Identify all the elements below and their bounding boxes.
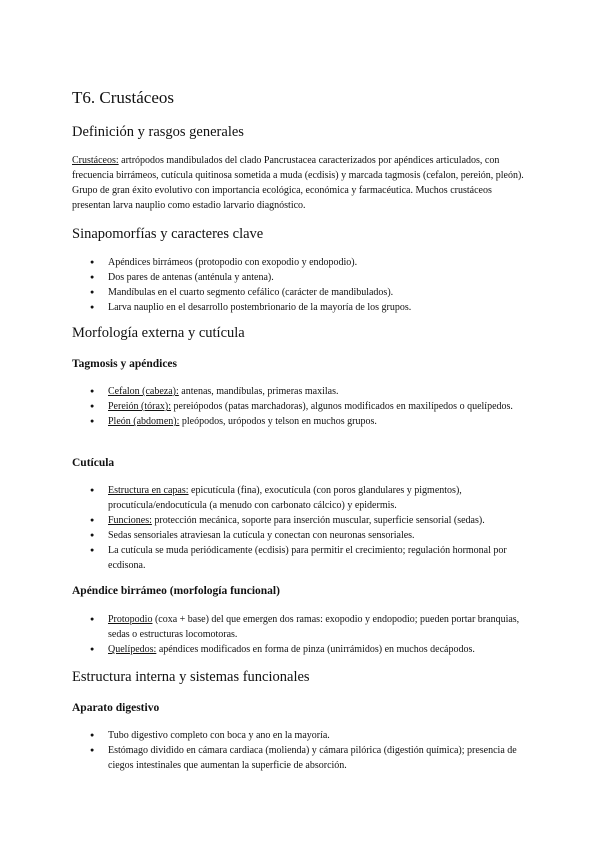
heading-sinapomorfias: Sinapomorfías y caracteres clave (72, 226, 264, 242)
list-item: ● Larva nauplio en el desarrollo postembrionario de la mayoría de los grupos. (90, 300, 530, 315)
list-birrameo (90, 612, 530, 657)
definicion-text: artrópodos mandibulados del clado Pancrustacea caracterizados por apéndices articulados, con frecuencia birrámeos, cutícula quitinosa sometida a muda (ecdisis) y marcada tagmosis (cefalon, pereión, pleón). Grupo de gran éxito evolutivo con importancia ecológica, económica y farmacéutica. Muchos crustáceos presentan larva nauplio como estadio larvario diagnóstico. (72, 155, 524, 211)
list-item: ● Pleón (abdomen): pleópodos, urópodos y telson en muchos grupos. (90, 414, 530, 429)
list-sinapomorfias (90, 255, 530, 315)
heading-cuticula: Cutícula (72, 457, 115, 469)
list-item: ● Mandíbulas en el cuarto segmento cefálico (carácter de mandibulados). (90, 285, 530, 300)
page-title: T6. Crustáceos (72, 88, 174, 107)
list-item: ● Dos pares de antenas (anténula y antena). (90, 270, 530, 285)
list-item: ● Apéndices birrámeos (protopodio con exopodio y endopodio). (90, 255, 530, 270)
list-item: ● La cutícula se muda periódicamente (ecdisis) para permitir el crecimiento; regulación hormonal por ecdisona. (90, 543, 530, 573)
list-cuticula (90, 483, 530, 573)
list-item: ● Tubo digestivo completo con boca y ano en la mayoría. (90, 728, 530, 743)
list-item: ● Estructura en capas: epicutícula (fina), exocutícula (con poros glandulares y pigmentos), procutícula/endocutícula (a menudo con carbonato cálcico) y epidermis. (90, 483, 530, 513)
list-item: ● Pereión (tórax): pereiópodos (patas marchadoras), algunos modificados en maxilípedos o quelípedos. (90, 399, 530, 414)
term-crustaceos: Crustáceos: (72, 155, 119, 166)
list-item: ● Estómago dividido en cámara cardiaca (molienda) y cámara pilórica (digestión química); presencia de ciegos intestinales que aumentan la superficie de absorción. (90, 743, 530, 773)
heading-tagmosis: Tagmosis y apéndices (72, 358, 178, 370)
list-item: ● Cefalon (cabeza): antenas, mandíbulas, primeras maxilas. (90, 384, 530, 399)
list-item: ● Sedas sensoriales atraviesan la cutícula y conectan con neuronas sensoriales. (90, 528, 530, 543)
heading-digestivo: Aparato digestivo (72, 702, 160, 714)
heading-definicion: Definición y rasgos generales (72, 124, 244, 140)
heading-birrameo: Apéndice birrámeo (morfología funcional) (72, 585, 280, 597)
heading-morfologia: Morfología externa y cutícula (72, 325, 245, 341)
heading-interna: Estructura interna y sistemas funcionales (72, 669, 310, 685)
list-digestivo (90, 728, 530, 773)
list-item: ● Funciones: protección mecánica, soporte para inserción muscular, superficie sensorial (sedas). (90, 513, 530, 528)
list-item: ● Protopodio (coxa + base) del que emergen dos ramas: exopodio y endopodio; pueden portar branquias, sedas o estructuras locomotoras. (90, 612, 530, 642)
list-item: ● Quelípedos: apéndices modificados en forma de pinza (unirrámidos) en muchos decápodos. (90, 642, 530, 657)
paragraph-definicion (72, 153, 530, 213)
list-tagmosis (90, 384, 530, 429)
